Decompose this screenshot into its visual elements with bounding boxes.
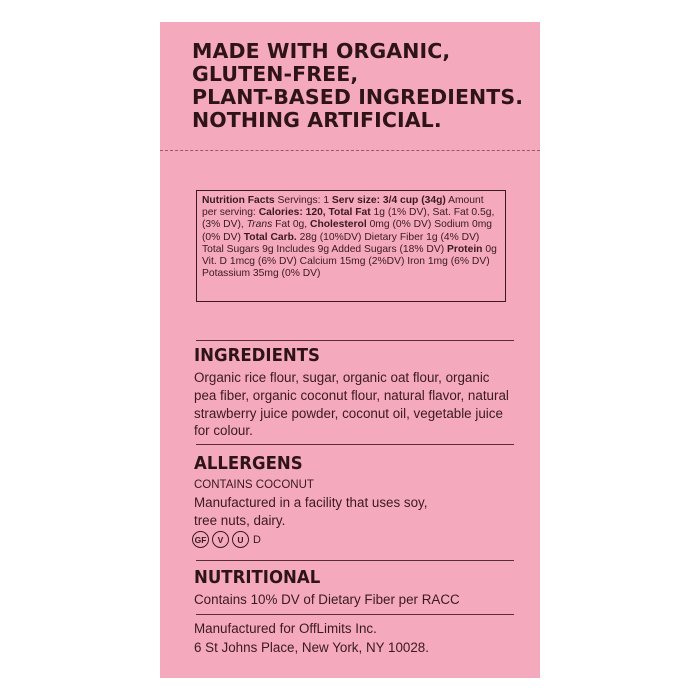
protein-value: 0g Vit. D 1mcg (6% DV) Calcium 15mg (2%DV) Iron 1mg (6% DV) Potassium 35mg (0% DV): [202, 243, 497, 280]
ingredients-text: Organic rice flour, sugar, organic oat flour, organic pea fiber, organic coconut flour, natural flavor, natural strawberry juice powder, coconut oil, vegetable juice for colour.: [194, 370, 509, 439]
total-fat-label: Total Fat: [328, 207, 371, 219]
divider: [196, 614, 514, 615]
facility-statement: Manufactured in a facility that uses soy, tree nuts, dairy.: [194, 495, 428, 528]
vegan-mark-icon: V: [212, 531, 229, 548]
certification-marks: [192, 531, 261, 548]
divider: [196, 444, 514, 445]
total-carb-label: Total Carb.: [243, 231, 297, 243]
nutritional-title: NUTRITIONAL: [194, 567, 321, 588]
serving-size: Serv size: 3/4 cup (34g): [331, 195, 446, 206]
nutrition-facts-box: [196, 190, 506, 302]
total-carb-value: 28g (10%DV) Dietary Fiber 1g (4% DV) Total Sugars 9g Includes 9g Added Sugars (18% DV): [202, 231, 480, 255]
manufacturer-name: Manufactured for OffLimits Inc.: [194, 621, 377, 636]
sat-fat: Sat. Fat 0.5g, (3% DV),: [202, 207, 495, 231]
cholesterol-label: Cholesterol: [310, 219, 367, 231]
kosher-mark-icon: U: [232, 531, 249, 548]
fold-line: [160, 150, 540, 151]
dairy-designation: D: [253, 533, 261, 546]
amount-per-serving: Amount per serving:: [202, 195, 484, 219]
package-back-panel: [160, 22, 540, 678]
protein-label: Protein: [447, 243, 483, 255]
allergens-title: ALLERGENS: [194, 453, 303, 474]
trans-label: Trans: [246, 219, 273, 231]
gluten-free-mark-icon: GF: [192, 531, 209, 548]
total-fat-value: 1g (1% DV),: [373, 207, 430, 219]
nutrition-facts-title: Nutrition Facts: [202, 195, 275, 206]
contains-coconut: CONTAINS COCONUT: [194, 479, 314, 491]
ingredients-title: INGREDIENTS: [194, 345, 320, 366]
manufacturer-address: 6 St Johns Place, New York, NY 10028.: [194, 640, 429, 655]
top-flap: [160, 22, 540, 150]
nutritional-text: Contains 10% DV of Dietary Fiber per RACC: [194, 592, 460, 607]
cholesterol-value: 0mg (0% DV) Sodium 0mg (0% DV): [202, 219, 493, 243]
divider: [196, 560, 514, 561]
servings: Servings: 1: [277, 195, 330, 206]
divider: [196, 340, 514, 341]
trans-fat-value: Fat 0g,: [275, 219, 308, 231]
calories: Calories: 120,: [258, 207, 326, 219]
headline: MADE WITH ORGANIC, GLUTEN-FREE, PLANT-BASED INGREDIENTS. NOTHING ARTIFICIAL.: [192, 39, 524, 132]
